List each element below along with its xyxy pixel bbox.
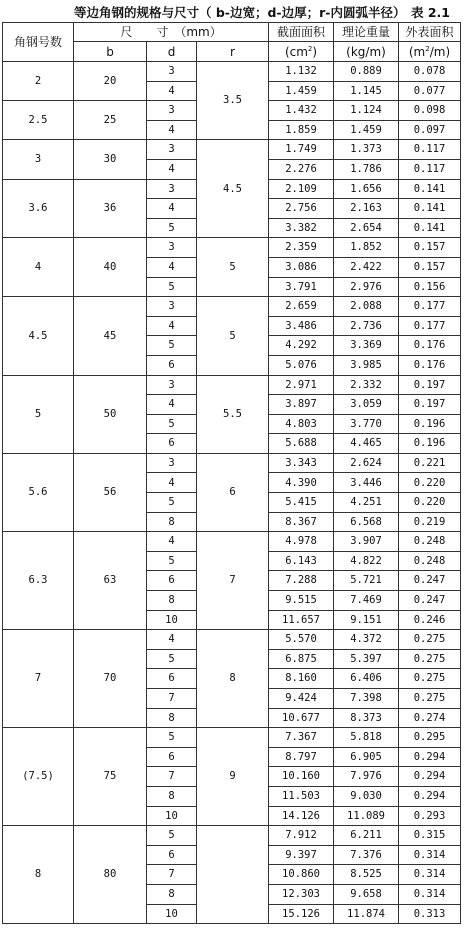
width-b-cell: 25 bbox=[74, 101, 147, 140]
weight-cell: 5.818 bbox=[334, 728, 399, 748]
area-cell: 7.288 bbox=[269, 571, 334, 591]
weight-cell: 7.398 bbox=[334, 689, 399, 709]
angle-number-cell: 8 bbox=[3, 826, 74, 924]
thickness-d-cell: 4 bbox=[147, 159, 197, 179]
thickness-d-cell: 3 bbox=[147, 140, 197, 160]
thickness-d-cell: 10 bbox=[147, 610, 197, 630]
thickness-d-cell: 5 bbox=[147, 649, 197, 669]
weight-cell: 7.376 bbox=[334, 845, 399, 865]
thickness-d-cell: 5 bbox=[147, 551, 197, 571]
thickness-d-cell: 8 bbox=[147, 786, 197, 806]
table-row bbox=[3, 62, 461, 82]
header-dimensions: 尺 寸 （mm） bbox=[74, 23, 269, 42]
angle-number-cell: 2 bbox=[3, 62, 74, 101]
weight-cell: 2.976 bbox=[334, 277, 399, 297]
surface-cell: 0.314 bbox=[399, 845, 461, 865]
width-b-cell: 45 bbox=[74, 297, 147, 375]
width-b-cell: 56 bbox=[74, 453, 147, 531]
surface-cell: 0.315 bbox=[399, 826, 461, 846]
area-cell: 4.390 bbox=[269, 473, 334, 493]
thickness-d-cell: 8 bbox=[147, 591, 197, 611]
surface-cell: 0.293 bbox=[399, 806, 461, 826]
area-cell: 9.397 bbox=[269, 845, 334, 865]
weight-cell: 2.088 bbox=[334, 297, 399, 317]
surface-cell: 0.275 bbox=[399, 669, 461, 689]
radius-r-cell: 6 bbox=[197, 453, 269, 531]
area-cell: 9.515 bbox=[269, 591, 334, 611]
angle-number-cell: 3 bbox=[3, 140, 74, 179]
table-row bbox=[3, 297, 461, 317]
surface-cell: 0.157 bbox=[399, 238, 461, 258]
weight-cell: 4.465 bbox=[334, 434, 399, 454]
thickness-d-cell: 5 bbox=[147, 826, 197, 846]
angle-number-cell: 4 bbox=[3, 238, 74, 297]
area-cell: 4.803 bbox=[269, 414, 334, 434]
weight-cell: 2.332 bbox=[334, 375, 399, 395]
radius-r-cell: 9 bbox=[197, 728, 269, 826]
weight-cell: 9.151 bbox=[334, 610, 399, 630]
area-cell: 11.657 bbox=[269, 610, 334, 630]
radius-r-cell: 5.5 bbox=[197, 375, 269, 453]
radius-r-cell: 4.5 bbox=[197, 140, 269, 238]
table-number: 表 2.1 bbox=[411, 5, 450, 20]
thickness-d-cell: 5 bbox=[147, 414, 197, 434]
weight-cell: 1.459 bbox=[334, 120, 399, 140]
surface-cell: 0.314 bbox=[399, 865, 461, 885]
thickness-d-cell: 4 bbox=[147, 257, 197, 277]
thickness-d-cell: 4 bbox=[147, 395, 197, 415]
surface-cell: 0.275 bbox=[399, 649, 461, 669]
thickness-d-cell: 8 bbox=[147, 884, 197, 904]
area-cell: 3.791 bbox=[269, 277, 334, 297]
angle-number-cell: 5 bbox=[3, 375, 74, 453]
radius-r-cell: 7 bbox=[197, 532, 269, 630]
weight-cell: 3.770 bbox=[334, 414, 399, 434]
surface-cell: 0.176 bbox=[399, 336, 461, 356]
area-cell: 12.303 bbox=[269, 884, 334, 904]
surface-cell: 0.157 bbox=[399, 257, 461, 277]
weight-cell: 3.446 bbox=[334, 473, 399, 493]
thickness-d-cell: 5 bbox=[147, 218, 197, 238]
weight-cell: 1.852 bbox=[334, 238, 399, 258]
table-body bbox=[3, 62, 461, 924]
thickness-d-cell: 6 bbox=[147, 747, 197, 767]
width-b-cell: 20 bbox=[74, 62, 147, 101]
area-cell: 14.126 bbox=[269, 806, 334, 826]
surface-cell: 0.117 bbox=[399, 159, 461, 179]
weight-cell: 6.406 bbox=[334, 669, 399, 689]
thickness-d-cell: 10 bbox=[147, 806, 197, 826]
angle-number-cell: 5.6 bbox=[3, 453, 74, 531]
weight-cell: 3.985 bbox=[334, 355, 399, 375]
surface-cell: 0.274 bbox=[399, 708, 461, 728]
area-cell: 5.415 bbox=[269, 493, 334, 513]
area-cell: 1.749 bbox=[269, 140, 334, 160]
weight-cell: 2.163 bbox=[334, 199, 399, 219]
angle-number-cell: 4.5 bbox=[3, 297, 74, 375]
angle-number-cell: 6.3 bbox=[3, 532, 74, 630]
header-weight: 理论重量 bbox=[334, 23, 399, 42]
area-cell: 2.359 bbox=[269, 238, 334, 258]
angle-number-cell: 3.6 bbox=[3, 179, 74, 238]
surface-cell: 0.196 bbox=[399, 434, 461, 454]
weight-cell: 9.030 bbox=[334, 786, 399, 806]
header-angle-number: 角钢号数 bbox=[3, 23, 74, 62]
width-b-cell: 30 bbox=[74, 140, 147, 179]
surface-cell: 0.097 bbox=[399, 120, 461, 140]
weight-cell: 3.907 bbox=[334, 532, 399, 552]
area-cell: 4.292 bbox=[269, 336, 334, 356]
weight-cell: 3.369 bbox=[334, 336, 399, 356]
thickness-d-cell: 3 bbox=[147, 375, 197, 395]
width-b-cell: 36 bbox=[74, 179, 147, 238]
thickness-d-cell: 6 bbox=[147, 434, 197, 454]
radius-r-cell bbox=[197, 826, 269, 924]
surface-cell: 0.219 bbox=[399, 512, 461, 532]
weight-cell: 1.656 bbox=[334, 179, 399, 199]
weight-cell: 1.124 bbox=[334, 101, 399, 121]
thickness-d-cell: 4 bbox=[147, 630, 197, 650]
area-cell: 5.688 bbox=[269, 434, 334, 454]
area-cell: 1.859 bbox=[269, 120, 334, 140]
area-cell: 8.160 bbox=[269, 669, 334, 689]
surface-cell: 0.197 bbox=[399, 375, 461, 395]
area-cell: 2.971 bbox=[269, 375, 334, 395]
weight-cell: 1.373 bbox=[334, 140, 399, 160]
thickness-d-cell: 5 bbox=[147, 728, 197, 748]
weight-cell: 2.624 bbox=[334, 453, 399, 473]
thickness-d-cell: 4 bbox=[147, 532, 197, 552]
table-row bbox=[3, 728, 461, 748]
area-cell: 10.677 bbox=[269, 708, 334, 728]
surface-cell: 0.117 bbox=[399, 140, 461, 160]
surface-cell: 0.248 bbox=[399, 532, 461, 552]
surface-cell: 0.196 bbox=[399, 414, 461, 434]
thickness-d-cell: 5 bbox=[147, 336, 197, 356]
header-area-unit: $(cm^2)$ bbox=[269, 42, 334, 62]
table-row bbox=[3, 238, 461, 258]
surface-cell: 0.141 bbox=[399, 199, 461, 219]
header-surface-unit: $(m^2/m)$ bbox=[399, 42, 461, 62]
surface-cell: 0.294 bbox=[399, 747, 461, 767]
table-title: 等边角钢的规格与尺寸（ b-边宽；d-边厚；r-内圆弧半径） bbox=[74, 5, 406, 20]
thickness-d-cell: 4 bbox=[147, 81, 197, 101]
area-cell: 8.367 bbox=[269, 512, 334, 532]
area-cell: 1.432 bbox=[269, 101, 334, 121]
table-row bbox=[3, 140, 461, 160]
table-row bbox=[3, 532, 461, 552]
thickness-d-cell: 6 bbox=[147, 845, 197, 865]
surface-cell: 0.077 bbox=[399, 81, 461, 101]
radius-r-cell: 3.5 bbox=[197, 62, 269, 140]
header-b: b bbox=[74, 42, 147, 62]
surface-cell: 0.248 bbox=[399, 551, 461, 571]
surface-cell: 0.247 bbox=[399, 591, 461, 611]
thickness-d-cell: 10 bbox=[147, 904, 197, 924]
angle-steel-table bbox=[2, 22, 461, 924]
area-cell: 2.659 bbox=[269, 297, 334, 317]
width-b-cell: 75 bbox=[74, 728, 147, 826]
thickness-d-cell: 8 bbox=[147, 708, 197, 728]
area-cell: 15.126 bbox=[269, 904, 334, 924]
surface-cell: 0.078 bbox=[399, 62, 461, 82]
area-cell: 3.897 bbox=[269, 395, 334, 415]
thickness-d-cell: 4 bbox=[147, 120, 197, 140]
surface-cell: 0.275 bbox=[399, 630, 461, 650]
radius-r-cell: 8 bbox=[197, 630, 269, 728]
table-row bbox=[3, 826, 461, 846]
surface-cell: 0.220 bbox=[399, 473, 461, 493]
area-cell: 3.343 bbox=[269, 453, 334, 473]
surface-cell: 0.313 bbox=[399, 904, 461, 924]
area-cell: 1.459 bbox=[269, 81, 334, 101]
header-d: d bbox=[147, 42, 197, 62]
weight-cell: 4.822 bbox=[334, 551, 399, 571]
thickness-d-cell: 6 bbox=[147, 669, 197, 689]
weight-cell: 2.422 bbox=[334, 257, 399, 277]
weight-cell: 8.525 bbox=[334, 865, 399, 885]
surface-cell: 0.176 bbox=[399, 355, 461, 375]
surface-cell: 0.294 bbox=[399, 786, 461, 806]
weight-cell: 6.211 bbox=[334, 826, 399, 846]
area-cell: 3.486 bbox=[269, 316, 334, 336]
surface-cell: 0.275 bbox=[399, 689, 461, 709]
width-b-cell: 80 bbox=[74, 826, 147, 924]
surface-cell: 0.141 bbox=[399, 218, 461, 238]
thickness-d-cell: 5 bbox=[147, 277, 197, 297]
thickness-d-cell: 3 bbox=[147, 179, 197, 199]
weight-cell: 3.059 bbox=[334, 395, 399, 415]
thickness-d-cell: 5 bbox=[147, 493, 197, 513]
area-cell: 4.978 bbox=[269, 532, 334, 552]
area-cell: 7.912 bbox=[269, 826, 334, 846]
area-cell: 10.860 bbox=[269, 865, 334, 885]
weight-cell: 5.721 bbox=[334, 571, 399, 591]
area-cell: 9.424 bbox=[269, 689, 334, 709]
table-row bbox=[3, 375, 461, 395]
thickness-d-cell: 3 bbox=[147, 453, 197, 473]
width-b-cell: 50 bbox=[74, 375, 147, 453]
weight-cell: 0.889 bbox=[334, 62, 399, 82]
thickness-d-cell: 3 bbox=[147, 238, 197, 258]
weight-cell: 1.786 bbox=[334, 159, 399, 179]
weight-cell: 2.736 bbox=[334, 316, 399, 336]
width-b-cell: 70 bbox=[74, 630, 147, 728]
thickness-d-cell: 7 bbox=[147, 767, 197, 787]
weight-cell: 1.145 bbox=[334, 81, 399, 101]
surface-cell: 0.294 bbox=[399, 767, 461, 787]
surface-cell: 0.247 bbox=[399, 571, 461, 591]
area-cell: 10.160 bbox=[269, 767, 334, 787]
thickness-d-cell: 4 bbox=[147, 199, 197, 219]
weight-cell: 7.469 bbox=[334, 591, 399, 611]
weight-cell: 5.397 bbox=[334, 649, 399, 669]
weight-cell: 4.251 bbox=[334, 493, 399, 513]
weight-cell: 2.654 bbox=[334, 218, 399, 238]
surface-cell: 0.220 bbox=[399, 493, 461, 513]
surface-cell: 0.197 bbox=[399, 395, 461, 415]
surface-cell: 0.246 bbox=[399, 610, 461, 630]
angle-number-cell: 2.5 bbox=[3, 101, 74, 140]
width-b-cell: 63 bbox=[74, 532, 147, 630]
area-cell: 3.086 bbox=[269, 257, 334, 277]
surface-cell: 0.221 bbox=[399, 453, 461, 473]
area-cell: 6.143 bbox=[269, 551, 334, 571]
thickness-d-cell: 4 bbox=[147, 473, 197, 493]
area-cell: 5.076 bbox=[269, 355, 334, 375]
area-cell: 2.756 bbox=[269, 199, 334, 219]
weight-cell: 8.373 bbox=[334, 708, 399, 728]
thickness-d-cell: 3 bbox=[147, 297, 197, 317]
table-row bbox=[3, 453, 461, 473]
surface-cell: 0.141 bbox=[399, 179, 461, 199]
surface-cell: 0.295 bbox=[399, 728, 461, 748]
thickness-d-cell: 7 bbox=[147, 689, 197, 709]
header-r: r bbox=[197, 42, 269, 62]
thickness-d-cell: 3 bbox=[147, 62, 197, 82]
surface-cell: 0.314 bbox=[399, 884, 461, 904]
table-row bbox=[3, 630, 461, 650]
thickness-d-cell: 7 bbox=[147, 865, 197, 885]
thickness-d-cell: 8 bbox=[147, 512, 197, 532]
title-bar bbox=[0, 0, 464, 22]
width-b-cell: 40 bbox=[74, 238, 147, 297]
radius-r-cell: 5 bbox=[197, 238, 269, 297]
weight-cell: 7.976 bbox=[334, 767, 399, 787]
area-cell: 1.132 bbox=[269, 62, 334, 82]
weight-cell: 9.658 bbox=[334, 884, 399, 904]
thickness-d-cell: 6 bbox=[147, 571, 197, 591]
header-area: 截面面积 bbox=[269, 23, 334, 42]
angle-number-cell: (7.5) bbox=[3, 728, 74, 826]
weight-cell: 6.905 bbox=[334, 747, 399, 767]
area-cell: 5.570 bbox=[269, 630, 334, 650]
header-weight-unit: (kg/m) bbox=[334, 42, 399, 62]
weight-cell: 6.568 bbox=[334, 512, 399, 532]
radius-r-cell: 5 bbox=[197, 297, 269, 375]
thickness-d-cell: 4 bbox=[147, 316, 197, 336]
surface-cell: 0.098 bbox=[399, 101, 461, 121]
header-surface: 外表面积 bbox=[399, 23, 461, 42]
weight-cell: 11.089 bbox=[334, 806, 399, 826]
area-cell: 2.276 bbox=[269, 159, 334, 179]
surface-cell: 0.156 bbox=[399, 277, 461, 297]
area-cell: 7.367 bbox=[269, 728, 334, 748]
surface-cell: 0.177 bbox=[399, 316, 461, 336]
area-cell: 6.875 bbox=[269, 649, 334, 669]
weight-cell: 4.372 bbox=[334, 630, 399, 650]
area-cell: 2.109 bbox=[269, 179, 334, 199]
thickness-d-cell: 6 bbox=[147, 355, 197, 375]
area-cell: 8.797 bbox=[269, 747, 334, 767]
surface-cell: 0.177 bbox=[399, 297, 461, 317]
thickness-d-cell: 3 bbox=[147, 101, 197, 121]
angle-number-cell: 7 bbox=[3, 630, 74, 728]
area-cell: 11.503 bbox=[269, 786, 334, 806]
weight-cell: 11.874 bbox=[334, 904, 399, 924]
area-cell: 3.382 bbox=[269, 218, 334, 238]
